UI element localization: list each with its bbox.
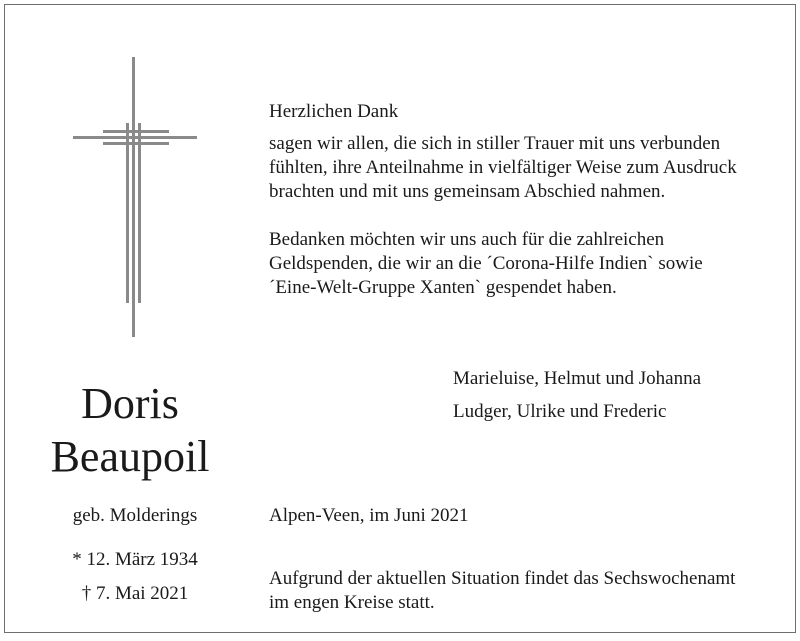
family-line-2: Ludger, Ulrike und Frederic	[453, 401, 667, 422]
paragraph-line: Geldspenden, die wir an die ´Corona-Hilfe Indien` sowie	[269, 253, 703, 274]
cross-icon	[5, 5, 205, 345]
paragraph-line: Bedanken möchten wir uns auch für die zahlreichen	[269, 229, 665, 250]
deceased-last-name: Beaupoil	[50, 432, 210, 481]
death-date: † 7. Mai 2021	[81, 583, 189, 604]
place-date: Alpen-Veen, im Juni 2021	[269, 505, 469, 526]
birth-date: * 12. März 1934	[72, 549, 198, 570]
paragraph-line: sagen wir allen, die sich in stiller Trauer mit uns verbunden	[269, 133, 721, 154]
notice	[269, 567, 789, 615]
paragraph-line: brachten und mit uns gemeinsam Abschied nahmen.	[269, 181, 666, 202]
notice-line: im engen Kreise statt.	[269, 592, 435, 613]
heading: Herzlichen Dank	[269, 101, 399, 122]
paragraph-line: fühlten, ihre Anteilnahme in vielfältiger Weise zum Ausdruck	[269, 157, 737, 178]
family-line-1: Marieluise, Helmut und Johanna	[453, 368, 702, 389]
paragraph-donations	[269, 228, 789, 300]
obituary-card	[4, 4, 796, 633]
paragraph-thanks	[269, 132, 789, 204]
notice-line: Aufgrund der aktuellen Situation findet das Sechswochenamt	[269, 568, 736, 589]
maiden-name: geb. Molderings	[72, 505, 198, 526]
paragraph-line: ´Eine-Welt-Gruppe Xanten` gespendet haben.	[269, 277, 617, 298]
deceased-first-name: Doris	[81, 379, 179, 428]
